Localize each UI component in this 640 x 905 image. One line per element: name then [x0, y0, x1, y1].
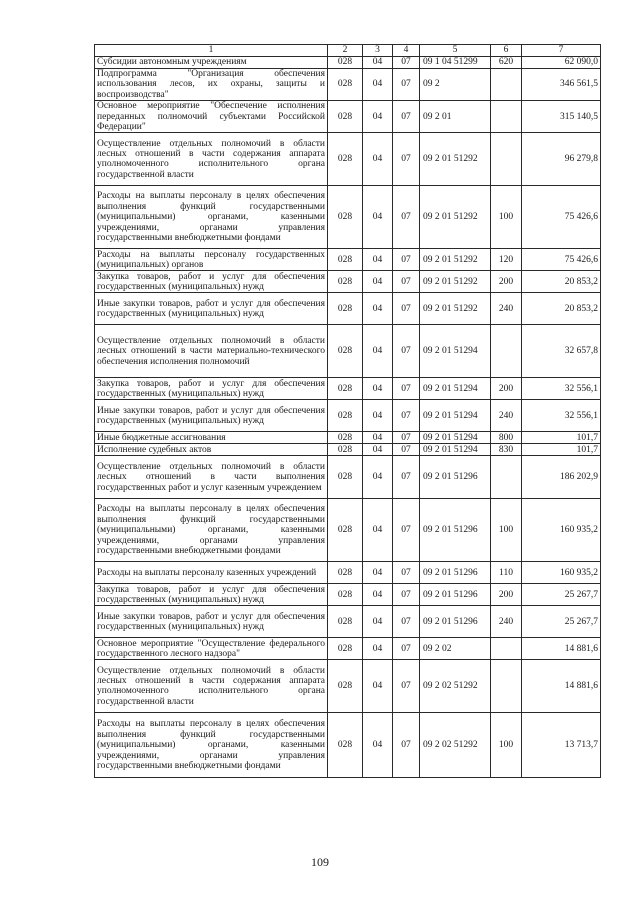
col2-cell: 028	[328, 57, 363, 69]
amount-cell: 75 426,6	[522, 186, 601, 249]
table-row	[95, 101, 601, 133]
col3-cell: 04	[363, 101, 393, 133]
header-cell: 2	[328, 45, 363, 57]
table-row	[95, 584, 601, 606]
target-article-cell: 09 2 01 51296	[420, 456, 491, 499]
table-row	[95, 606, 601, 638]
table-row	[95, 400, 601, 432]
amount-cell: 13 713,7	[522, 713, 601, 778]
expense-type-cell: 240	[491, 606, 522, 638]
amount-cell: 160 935,2	[522, 562, 601, 584]
col4-cell: 07	[393, 499, 420, 562]
col2-cell: 028	[328, 606, 363, 638]
expense-type-cell: 240	[491, 293, 522, 325]
col2-cell: 028	[328, 499, 363, 562]
item-name-cell: Закупка товаров, работ и услуг для обеспечения государственных (муниципальных) нужд	[95, 271, 328, 293]
target-article-cell: 09 1 04 51299	[420, 57, 491, 69]
table-row	[95, 133, 601, 186]
col4-cell: 07	[393, 456, 420, 499]
amount-cell: 186 202,9	[522, 456, 601, 499]
col4-cell: 07	[393, 444, 420, 456]
amount-cell: 346 561,5	[522, 69, 601, 101]
amount-cell: 20 853,2	[522, 271, 601, 293]
expense-type-cell: 800	[491, 432, 522, 444]
item-name-cell: Иные закупки товаров, работ и услуг для обеспечения государственных (муниципальных) нужд	[95, 606, 328, 638]
amount-cell: 14 881,6	[522, 660, 601, 713]
amount-cell: 25 267,7	[522, 584, 601, 606]
table-row	[95, 499, 601, 562]
table-row	[95, 713, 601, 778]
expense-type-cell: 100	[491, 713, 522, 778]
table-body	[95, 45, 601, 778]
table-row	[95, 660, 601, 713]
col4-cell: 07	[393, 133, 420, 186]
table-row	[95, 69, 601, 101]
target-article-cell: 09 2 01	[420, 101, 491, 133]
col2-cell: 028	[328, 584, 363, 606]
header-cell: 4	[393, 45, 420, 57]
target-article-cell: 09 2 01 51294	[420, 432, 491, 444]
col2-cell: 028	[328, 713, 363, 778]
col2-cell: 028	[328, 444, 363, 456]
table-row	[95, 293, 601, 325]
amount-cell: 32 556,1	[522, 378, 601, 400]
target-article-cell: 09 2 01 51294	[420, 378, 491, 400]
col4-cell: 07	[393, 186, 420, 249]
item-name-cell: Исполнение судебных актов	[95, 444, 328, 456]
target-article-cell: 09 2 01 51294	[420, 400, 491, 432]
col2-cell: 028	[328, 69, 363, 101]
expense-type-cell	[491, 69, 522, 101]
col4-cell: 07	[393, 249, 420, 271]
col3-cell: 04	[363, 133, 393, 186]
item-name-cell: Расходы на выплаты персоналу в целях обеспечения выполнения функций государственными (муниципальными) органами, казенными учреждениями, органами управления государственными внебюджетными фондами	[95, 186, 328, 249]
amount-cell: 315 140,5	[522, 101, 601, 133]
expense-type-cell	[491, 133, 522, 186]
col2-cell: 028	[328, 271, 363, 293]
item-name-cell: Расходы на выплаты персоналу в целях обеспечения выполнения функций государственными (муниципальными) органами, казенными учреждениями, органами управления государственными внебюджетными фондами	[95, 499, 328, 562]
expense-type-cell: 200	[491, 378, 522, 400]
col3-cell: 04	[363, 325, 393, 378]
header-cell: 5	[420, 45, 491, 57]
col3-cell: 04	[363, 378, 393, 400]
col2-cell: 028	[328, 186, 363, 249]
target-article-cell: 09 2 01 51296	[420, 499, 491, 562]
amount-cell: 32 556,1	[522, 400, 601, 432]
amount-cell: 25 267,7	[522, 606, 601, 638]
col2-cell: 028	[328, 562, 363, 584]
target-article-cell: 09 2 01 51292	[420, 293, 491, 325]
col4-cell: 07	[393, 638, 420, 660]
col2-cell: 028	[328, 133, 363, 186]
col3-cell: 04	[363, 271, 393, 293]
table-row	[95, 378, 601, 400]
col2-cell: 028	[328, 400, 363, 432]
item-name-cell: Основное мероприятие "Обеспечение исполнения переданных полномочий субъектами Российской Федерации"	[95, 101, 328, 133]
expense-type-cell	[491, 456, 522, 499]
col4-cell: 07	[393, 101, 420, 133]
col3-cell: 04	[363, 456, 393, 499]
target-article-cell: 09 2 01 51292	[420, 133, 491, 186]
item-name-cell: Расходы на выплаты персоналу в целях обеспечения выполнения функций государственными (муниципальными) органами, казенными учреждениями, органами управления государственными внебюджетными фондами	[95, 713, 328, 778]
target-article-cell: 09 2 01 51292	[420, 271, 491, 293]
target-article-cell: 09 2	[420, 69, 491, 101]
col4-cell: 07	[393, 325, 420, 378]
expense-type-cell	[491, 638, 522, 660]
expense-type-cell: 100	[491, 186, 522, 249]
col4-cell: 07	[393, 69, 420, 101]
target-article-cell: 09 2 01 51296	[420, 562, 491, 584]
item-name-cell: Субсидии автономным учреждениям	[95, 57, 328, 69]
col3-cell: 04	[363, 584, 393, 606]
expense-type-cell: 830	[491, 444, 522, 456]
col2-cell: 028	[328, 378, 363, 400]
col4-cell: 07	[393, 271, 420, 293]
col3-cell: 04	[363, 499, 393, 562]
item-name-cell: Подпрограмма "Организация обеспечения использования лесов, их охраны, защиты и воспроизводства"	[95, 69, 328, 101]
expense-type-cell: 110	[491, 562, 522, 584]
col2-cell: 028	[328, 293, 363, 325]
header-cell: 6	[491, 45, 522, 57]
col3-cell: 04	[363, 293, 393, 325]
item-name-cell: Расходы на выплаты персоналу казенных учреждений	[95, 562, 328, 584]
col3-cell: 04	[363, 249, 393, 271]
table-row	[95, 562, 601, 584]
col2-cell: 028	[328, 249, 363, 271]
expense-type-cell	[491, 101, 522, 133]
table-row	[95, 271, 601, 293]
target-article-cell: 09 2 02	[420, 638, 491, 660]
target-article-cell: 09 2 01 51296	[420, 584, 491, 606]
amount-cell: 62 090,0	[522, 57, 601, 69]
col4-cell: 07	[393, 432, 420, 444]
page-number: 109	[311, 855, 329, 869]
col3-cell: 04	[363, 186, 393, 249]
expense-type-cell	[491, 325, 522, 378]
col2-cell: 028	[328, 660, 363, 713]
col3-cell: 04	[363, 660, 393, 713]
item-name-cell: Иные закупки товаров, работ и услуг для обеспечения государственных (муниципальных) нужд	[95, 293, 328, 325]
amount-cell: 75 426,6	[522, 249, 601, 271]
item-name-cell: Осуществление отдельных полномочий в области лесных отношений в части содержания аппарата уполномоченного исполнительного органа государственной власти	[95, 133, 328, 186]
col3-cell: 04	[363, 638, 393, 660]
target-article-cell: 09 2 02 51292	[420, 713, 491, 778]
amount-cell: 14 881,6	[522, 638, 601, 660]
expense-type-cell: 100	[491, 499, 522, 562]
item-name-cell: Иные закупки товаров, работ и услуг для обеспечения государственных (муниципальных) нужд	[95, 400, 328, 432]
table-row	[95, 456, 601, 499]
target-article-cell: 09 2 01 51294	[420, 444, 491, 456]
header-cell: 3	[363, 45, 393, 57]
col4-cell: 07	[393, 562, 420, 584]
item-name-cell: Осуществление отдельных полномочий в области лесных отношений в части содержания аппарата уполномоченного исполнительного органа государственной власти	[95, 660, 328, 713]
target-article-cell: 09 2 01 51296	[420, 606, 491, 638]
col4-cell: 07	[393, 660, 420, 713]
col3-cell: 04	[363, 606, 393, 638]
budget-table	[94, 44, 601, 778]
target-article-cell: 09 2 01 51294	[420, 325, 491, 378]
col3-cell: 04	[363, 562, 393, 584]
item-name-cell: Иные бюджетные ассигнования	[95, 432, 328, 444]
target-article-cell: 09 2 01 51292	[420, 249, 491, 271]
table-row	[95, 432, 601, 444]
col2-cell: 028	[328, 638, 363, 660]
expense-type-cell	[491, 660, 522, 713]
table-row	[95, 186, 601, 249]
item-name-cell: Осуществление отдельных полномочий в области лесных отношений в части выполнения государственных работ и услуг казенным учреждением	[95, 456, 328, 499]
expense-type-cell: 620	[491, 57, 522, 69]
target-article-cell: 09 2 01 51292	[420, 186, 491, 249]
item-name-cell: Основное мероприятие "Осуществление федерального государственного лесного надзора"	[95, 638, 328, 660]
col2-cell: 028	[328, 325, 363, 378]
col4-cell: 07	[393, 378, 420, 400]
expense-type-cell: 120	[491, 249, 522, 271]
amount-cell: 160 935,2	[522, 499, 601, 562]
col2-cell: 028	[328, 101, 363, 133]
amount-cell: 20 853,2	[522, 293, 601, 325]
col2-cell: 028	[328, 456, 363, 499]
expense-type-cell: 240	[491, 400, 522, 432]
header-row	[95, 45, 601, 57]
item-name-cell: Осуществление отдельных полномочий в области лесных отношений в части материально-технического обеспечения исполнения полномочий	[95, 325, 328, 378]
col4-cell: 07	[393, 57, 420, 69]
expense-type-cell: 200	[491, 584, 522, 606]
amount-cell: 101,7	[522, 444, 601, 456]
col2-cell: 028	[328, 432, 363, 444]
table-row	[95, 249, 601, 271]
col3-cell: 04	[363, 400, 393, 432]
col4-cell: 07	[393, 713, 420, 778]
col4-cell: 07	[393, 293, 420, 325]
col4-cell: 07	[393, 400, 420, 432]
col3-cell: 04	[363, 444, 393, 456]
table-row	[95, 325, 601, 378]
item-name-cell: Расходы на выплаты персоналу государственных (муниципальных) органов	[95, 249, 328, 271]
table-row	[95, 638, 601, 660]
item-name-cell: Закупка товаров, работ и услуг для обеспечения государственных (муниципальных) нужд	[95, 378, 328, 400]
amount-cell: 32 657,8	[522, 325, 601, 378]
col4-cell: 07	[393, 606, 420, 638]
col3-cell: 04	[363, 57, 393, 69]
col3-cell: 04	[363, 69, 393, 101]
col3-cell: 04	[363, 432, 393, 444]
header-cell: 7	[522, 45, 601, 57]
table-row	[95, 57, 601, 69]
col3-cell: 04	[363, 713, 393, 778]
amount-cell: 101,7	[522, 432, 601, 444]
amount-cell: 96 279,8	[522, 133, 601, 186]
expense-type-cell: 200	[491, 271, 522, 293]
header-cell: 1	[95, 45, 328, 57]
item-name-cell: Закупка товаров, работ и услуг для обеспечения государственных (муниципальных) нужд	[95, 584, 328, 606]
col4-cell: 07	[393, 584, 420, 606]
table-row	[95, 444, 601, 456]
target-article-cell: 09 2 02 51292	[420, 660, 491, 713]
